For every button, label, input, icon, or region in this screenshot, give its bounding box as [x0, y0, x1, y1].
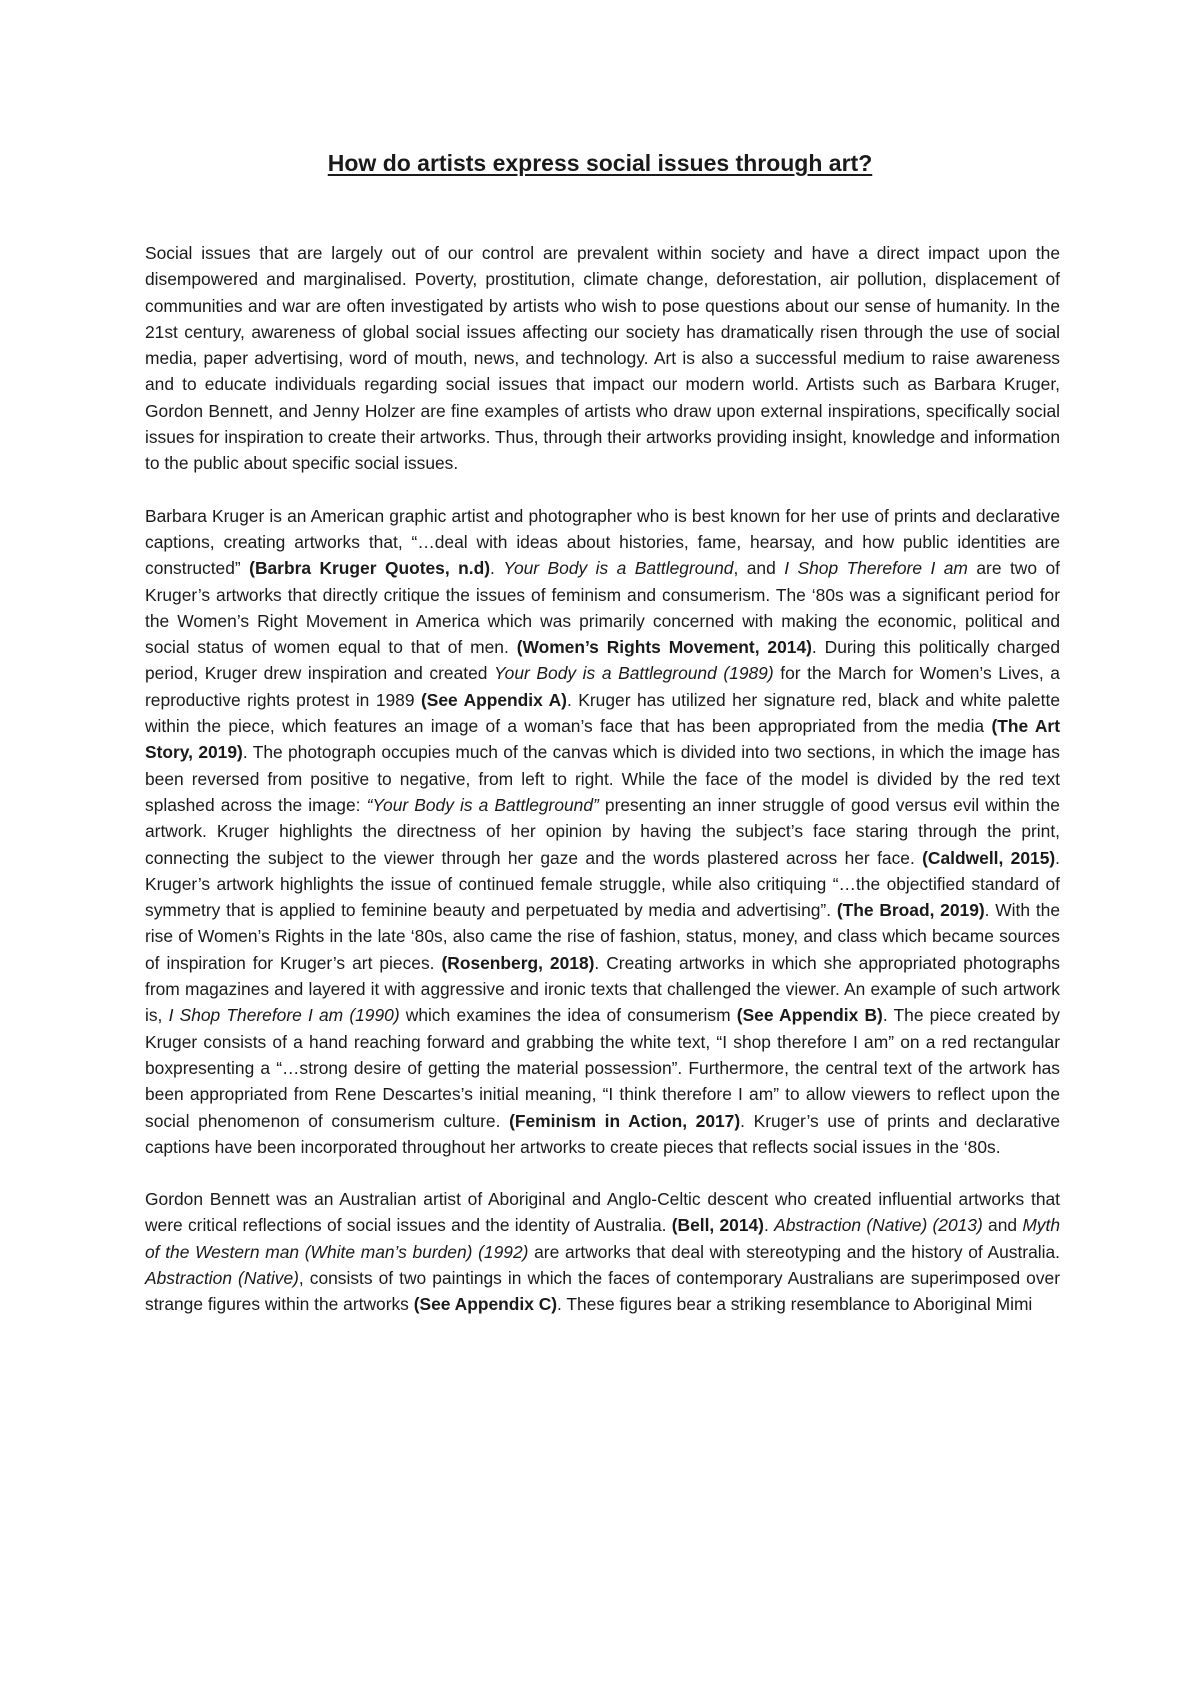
body-text-run: Gordon Bennett was an Australian artist of Aboriginal and Anglo-Celtic descent who created influential artworks that were critical reflections of social issues and the identity of Australia. — [145, 1189, 1060, 1236]
body-text-run: are two of Kruger’s artworks that directly critique the issues of feminism and consumerism. The ‘80s was a significant period for the Women’s Right Movement in America which was primarily concerned with making the economic, political and social status of women equal to that of men. — [145, 558, 1060, 658]
body-text-run: . Kruger’s use of prints and declarative captions have been incorporated throughout her artworks to create pieces that reflects social issues in the ‘80s. — [145, 1110, 1061, 1157]
citation-text: (Rosenberg, 2018) — [441, 952, 595, 973]
body-text-run: . The piece created by Kruger consists of a hand reaching forward and grabbing the white text, “I shop therefore I am” on a red rectangular boxpresenting a “…strong desire of getting the material possession”. Furthermore, the central text of the artwork has been appropriated from Rene Descartes’s initial meaning, “I think therefore I am” to allow viewers to reflect upon the social phenomenon of consumerism culture. — [145, 1005, 1061, 1131]
paragraph-barbara-kruger — [145, 503, 1060, 1160]
artwork-title-text: Myth of the Western man (White man’s burden) (1992) — [145, 1215, 1060, 1262]
artwork-title-text: “Your Body is a Battleground” — [366, 794, 599, 815]
body-text-run: . — [763, 1215, 775, 1236]
artwork-title-text: Your Body is a Battleground — [503, 558, 734, 579]
artwork-title-text: Your Body is a Battleground (1989) — [494, 663, 774, 684]
body-text-run: . — [490, 558, 504, 579]
document-body — [145, 240, 1060, 1344]
citation-text: (The Broad, 2019) — [836, 900, 985, 921]
paragraph-intro — [145, 240, 1060, 477]
artwork-title-text: I Shop Therefore I am — [784, 558, 968, 579]
citation-text: (Feminism in Action, 2017) — [509, 1110, 741, 1131]
artwork-title-text: Abstraction (Native) — [145, 1267, 299, 1288]
body-text-run: . During this politically charged period, Kruger drew inspiration and created — [145, 637, 1060, 684]
citation-text: (The Art Story, 2019) — [145, 716, 1060, 763]
artwork-title-text: Abstraction (Native) (2013) — [774, 1215, 983, 1236]
citation-text: (Women’s Rights Movement, 2014) — [516, 637, 812, 658]
document-title: How do artists express social issues through art? — [327, 150, 873, 176]
body-text-run: presenting an inner struggle of good versus evil within the artwork. Kruger highlights the directness of her opinion by having the subject’s face staring through the print, connecting the subject to the viewer through her gaze and the words plastered across her face. — [145, 794, 1060, 868]
body-text-run: Social issues that are largely out of our control are prevalent within society and have a direct impact upon the disempowered and marginalised. Poverty, prostitution, climate change, deforestation, air pollution, displacement of communities and war are often investigated by artists who wish to pose questions about our sense of humanity. In the 21st century, awareness of global social issues affecting our society has dramatically risen through the use of social media, paper advertising, word of mouth, news, and technology. Art is also a successful medium to raise awareness and to educate individuals regarding social issues that impact our modern world. Artists such as Barbara Kruger, Gordon Bennett, and Jenny Holzer are fine examples of artists who draw upon external inspirations, specifically social issues for inspiration to create their artworks. Thus, through their artworks providing insight, knowledge and information to the public about specific social issues. — [145, 243, 1060, 474]
citation-text: (See Appendix C) — [413, 1294, 558, 1315]
body-text-run: , and — [733, 558, 785, 579]
citation-text: (Barbra Kruger Quotes, n.d) — [249, 558, 491, 579]
body-text-run: , consists of two paintings in which the faces of contemporary Australians are superimposed over strange figures within the artworks — [145, 1267, 1060, 1315]
body-text-run: . These figures bear a striking resemblance to Aboriginal Mimi — [557, 1294, 1033, 1315]
body-text-run: and — [982, 1215, 1023, 1236]
citation-text: (See Appendix B) — [736, 1005, 883, 1026]
body-text-run: . Kruger has utilized her signature red, black and white palette within the piece, which features an image of a woman’s face that has been appropriated from the media — [145, 689, 1061, 737]
body-text-run: are artworks that deal with stereotyping and the history of Australia. — [528, 1241, 1060, 1262]
citation-text: (Bell, 2014) — [671, 1215, 764, 1236]
body-text-run: for the March for Women’s Lives, a reproductive rights protest in 1989 — [145, 663, 1060, 710]
body-text-run: . With the rise of Women’s Rights in the late ‘80s, also came the rise of fashion, status, money, and class which became sources of inspiration for Kruger’s art pieces. — [145, 900, 1060, 973]
body-text-run: which examines the idea of consumerism — [399, 1005, 737, 1026]
citation-text: (Caldwell, 2015) — [922, 847, 1056, 868]
body-text-run: . The photograph occupies much of the canvas which is divided into two sections, in which the image has been reversed from positive to negative, from left to right. While the face of the model is divided by the red text splashed across the image: — [145, 742, 1060, 815]
paragraph-gordon-bennett — [145, 1186, 1060, 1317]
body-text-run: Barbara Kruger is an American graphic artist and photographer who is best known for her use of prints and declarative captions, creating artworks that, “…deal with ideas about histories, fame, hearsay, and how public identities are constructed” — [145, 505, 1060, 579]
artwork-title-text: I Shop Therefore I am (1990) — [168, 1005, 400, 1026]
body-text-run: . Creating artworks in which she appropriated photographs from magazines and layered it with aggressive and ironic texts that challenged the viewer. An example of such artwork is, — [145, 952, 1060, 1026]
body-text-run: . Kruger’s artwork highlights the issue of continued female struggle, while also critiquing “…the objectified standard of symmetry that is applied to feminine beauty and perpetuated by media and advertising”. — [145, 847, 1060, 921]
citation-text: (See Appendix A) — [421, 689, 567, 710]
